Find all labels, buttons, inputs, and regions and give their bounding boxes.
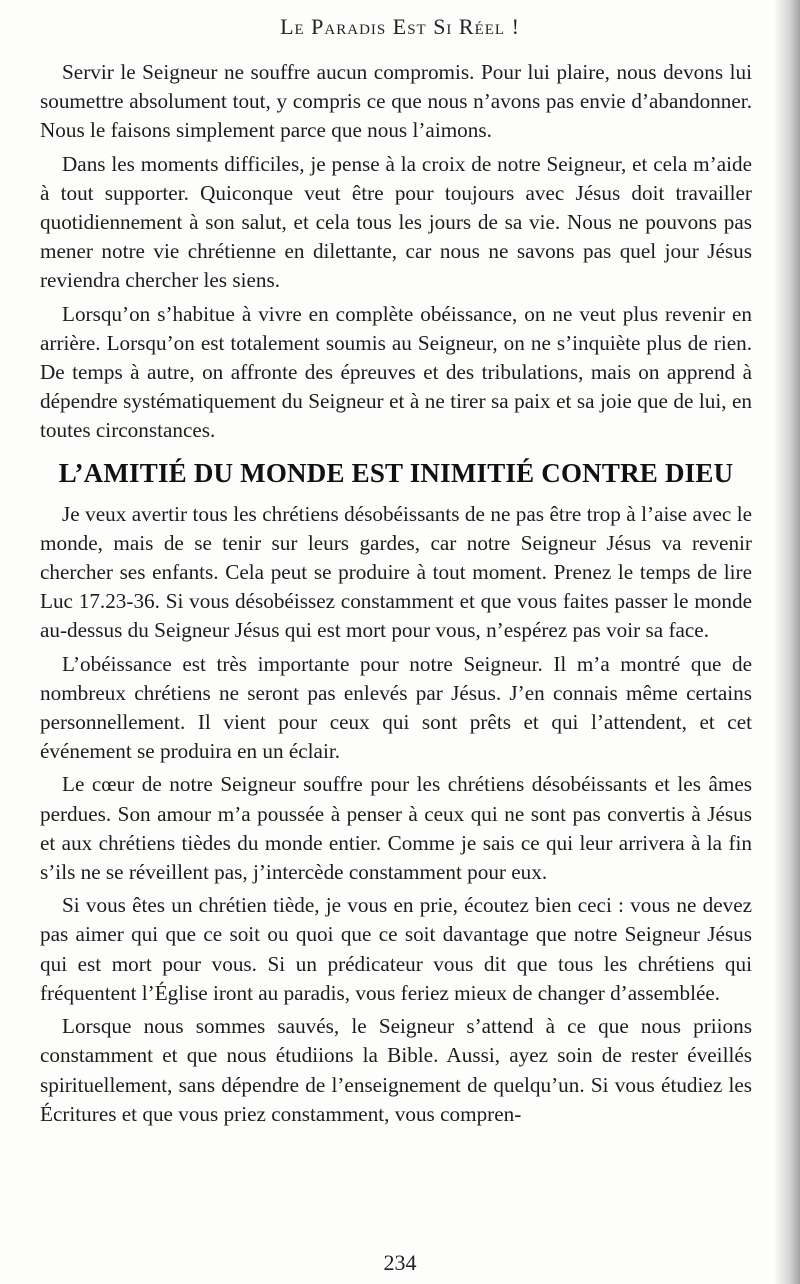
paragraph: Servir le Seigneur ne souffre aucun compromis. Pour lui plaire, nous devons lui soumettre absolument tout, y compris ce que nous n’avons pas envie d’abandonner. Nous le faisons simplement parce que nous l’aimons. — [40, 60, 752, 143]
paragraph: Si vous êtes un chrétien tiède, je vous en prie, écoutez bien ceci : vous ne devez pas aimer qui que ce soit ou quoi que ce soit davantage que notre Seigneur Jésus qui est mort pour vous. Si un prédicateur vous dit que tous les chrétiens qui fréquentent l’Église iront au paradis, vous feriez mieux de changer d’assemblée. — [40, 893, 752, 1005]
paragraph: Lorsqu’on s’habitue à vivre en complète obéissance, on ne veut plus revenir en arrière. Lorsqu’on est totalement soumis au Seigneur, on ne s’inquiète plus de rien. De temps à autre, on affronte des épreuves et des tribulations, mais on apprend à dépendre systématiquement du Seigneur et à ne tirer sa paix et sa joie que de lui, en toutes circonstances. — [40, 301, 752, 443]
paragraph: L’obéissance est très importante pour notre Seigneur. Il m’a montré que de nombreux chrétiens ne seront pas enlevés par Jésus. J’en connais même certains personnellement. Il vient pour ceux qui sont prêts et qui l’attendent, et cet événement se produira en un éclair. — [40, 651, 752, 764]
spine-shadow — [774, 0, 800, 1284]
paragraph: Dans les moments difficiles, je pense à la croix de notre Seigneur, et cela m’aide à tout supporter. Quiconque veut être pour toujours avec Jésus doit travailler quotidiennement à son salut, et cela tous les jours de sa vie. Nous ne pouvons pas mener notre vie chrétienne en dilettante, car nous ne savons pas quel jour Jésus reviendra chercher les siens. — [40, 151, 752, 293]
paragraph: Lorsque nous sommes sauvés, le Seigneur s’attend à ce que nous priions constamment et que nous étudiions la Bible. Aussi, ayez soin de rester éveillés spirituellement, sans dépendre de l’enseignement de quelqu’un. Si vous étudiez les Écritures et que vous priez constamment, vous compren- — [40, 1014, 752, 1126]
section-heading: L’AMITIÉ DU MONDE EST INIMITIÉ CONTRE DIEU — [58, 457, 734, 488]
running-title: Le Paradis Est Si Réel ! — [280, 14, 520, 39]
page-number: 234 — [383, 1250, 417, 1275]
paragraph: Je veux avertir tous les chrétiens désobéissants de ne pas être trop à l’aise avec le monde, mais de se tenir sur leurs gardes, car notre Seigneur Jésus va revenir chercher ses enfants. Cela peut se produire à tout moment. Prenez le temps de lire Luc 17.23-36. Si vous désobéissez constamment et que vous faites passer le monde au-dessus du Seigneur Jésus qui est mort pour vous, n’espérez pas voir sa face. — [40, 501, 752, 643]
paragraph: Le cœur de notre Seigneur souffre pour les chrétiens désobéissants et les âmes perdues. Son amour m’a poussée à penser à ceux qui ne sont pas convertis à Jésus et aux chrétiens tièdes du monde entier. Comme je sais ce qui leur arrivera à la fin s’ils ne se réveillent pas, j’intercède constamment pour eux. — [40, 772, 752, 885]
body-text — [40, 58, 752, 1133]
